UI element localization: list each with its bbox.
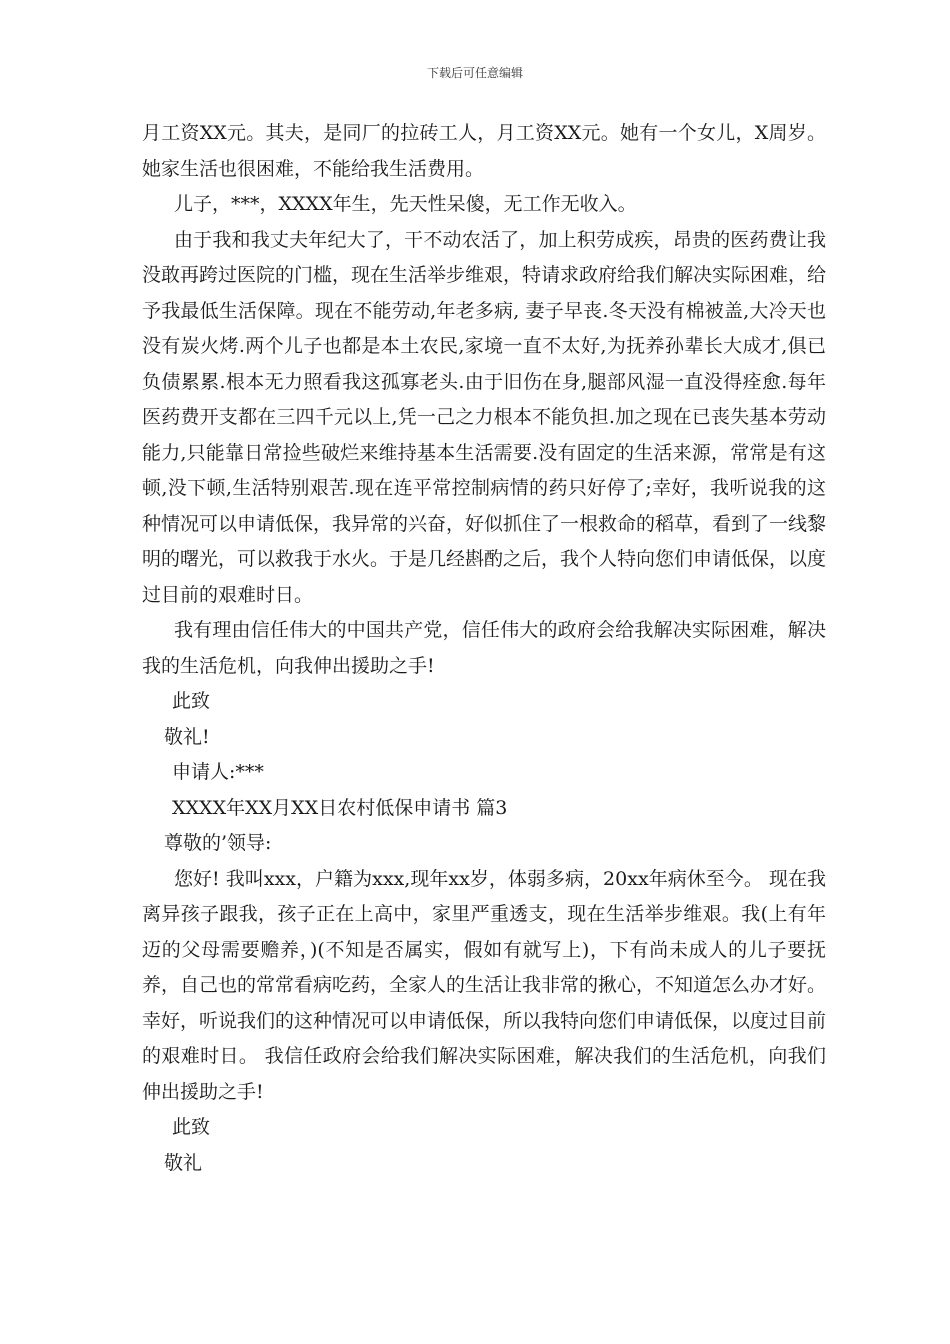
section-title: XXXX年XX月XX日农村低保申请书 篇3	[172, 796, 508, 819]
greeting: 尊敬的’领导:	[164, 832, 272, 854]
salute-jingli: 敬礼!	[164, 725, 210, 748]
applicant-signature: 申请人:***	[172, 761, 264, 783]
closing-cizhi: 此致	[172, 690, 211, 712]
salute-jingli-2: 敬礼	[164, 1151, 203, 1174]
paragraph-son: 儿子，***，XXXX年生，先天性呆傻，无工作无收入。	[174, 193, 637, 215]
document-body	[142, 116, 826, 1181]
paragraph-trust: 我有理由信任伟大的中国共产党，信任伟大的政府会给我解决实际困难，解决我的生活危机，向我伸出援助之手!	[142, 619, 826, 677]
paragraph-application: 您好! 我叫xxx，户籍为xxx,现年xx岁，体弱多病，20xx年病休至今。 现在我离异孩子跟我，孩子正在上高中，家里严重透支，现在生活举步维艰。我(上有年迈的父母需要赡养，)(不知是否属实，假如有就写上)，下有尚未成人的儿子要抚养，自己也的常常看病吃药，全家人的生活让我非常的揪心，不知道怎么办才好。幸好，听说我们的这种情况可以申请低保，所以我特向您们申请低保，以度过目前的艰难时日。 我信任政府会给我们解决实际困难，解决我们的生活危机，向我们伸出援助之手!	[142, 867, 827, 1103]
paragraph-daughter-income: 月工资XX元。其夫，是同厂的拉砖工人，月工资XX元。她有一个女儿，X周岁。她家生活也很困难，不能给我生活费用。	[142, 122, 826, 180]
paragraph-hardship: 由于我和我丈夫年纪大了，干不动农活了，加上积劳成疾，昂贵的医药费让我没敢再跨过医院的门槛，现在生活举步维艰，特请求政府给我们解决实际困难，给予我最低生活保障。现在不能劳动,年老多病, 妻子早丧.冬天没有棉被盖,大冷天也没有炭火烤.两个儿子也都是本土农民,家境一直不太好,为抚养孙辈长大成才,俱已负债累累.根本无力照看我这孤寡老头.由于旧伤在身,腿部风湿一直没得痊愈.每年医药费开支都在三四千元以上,凭一己之力根本不能负担.加之现在已丧失基本劳动能力,只能靠日常捡些破烂来维持基本生活需要.没有固定的生活来源，常常是有这顿,没下顿,生活特别艰苦.现在连平常控制病情的药只好停了;幸好，我听说我的这种情况可以申请低保，我异常的兴奋，好似抓住了一根救命的稻草，看到了一线黎明的曙光，可以救我于水火。于是几经斟酌之后，我个人特向您们申请低保，以度过目前的艰难时日。	[142, 228, 827, 606]
closing-cizhi-2: 此致	[172, 1116, 211, 1138]
page-header-note: 下载后可任意编辑	[426, 66, 523, 80]
